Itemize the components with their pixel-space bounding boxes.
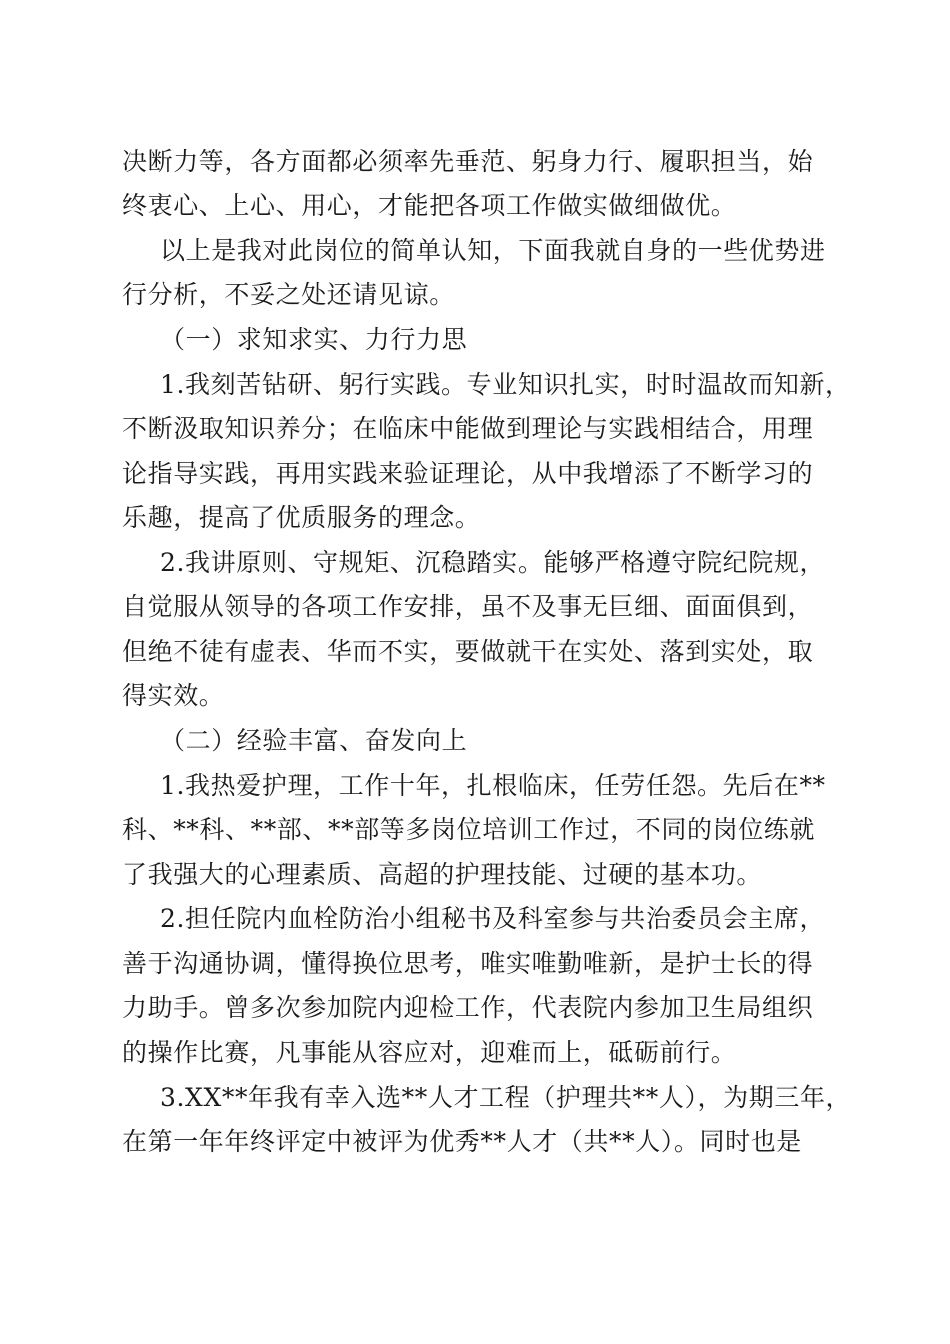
body-line: 得实效。 bbox=[122, 681, 225, 710]
paragraph-first-line: 3.XX**年我有幸入选**人才工程（护理共**人），为期三年， bbox=[160, 1083, 852, 1112]
paragraph-first-line: 以上是我对此岗位的简单认知，下面我就自身的一些优势进 bbox=[160, 236, 826, 265]
paragraph-first-line: 1.我热爱护理，工作十年，扎根临床，任劳任怨。先后在** bbox=[160, 771, 826, 800]
body-line: 不断汲取知识养分；在临床中能做到理论与实践相结合，用理 bbox=[122, 414, 814, 443]
paragraph-first-line: 2.我讲原则、守规矩、沉稳踏实。能够严格遵守院纪院规， bbox=[160, 548, 826, 577]
body-line: 终衷心、上心、用心，才能把各项工作做实做细做优。 bbox=[122, 191, 737, 220]
paragraph-first-line: 2.担任院内血栓防治小组秘书及科室参与共治委员会主席， bbox=[160, 904, 826, 933]
body-line: 科、**科、**部、**部等多岗位培训工作过，不同的岗位练就 bbox=[122, 815, 816, 844]
body-line: 论指导实践，再用实践来验证理论，从中我增添了不断学习的 bbox=[122, 459, 814, 488]
body-line: 力助手。曾多次参加院内迎检工作，代表院内参加卫生局组织 bbox=[122, 993, 814, 1022]
section-heading-2: （二）经验丰富、奋发向上 bbox=[160, 726, 468, 755]
section-heading-1: （一）求知求实、力行力思 bbox=[160, 325, 468, 354]
body-line: 在第一年年终评定中被评为优秀**人才（共**人）。同时也是 bbox=[122, 1127, 802, 1156]
paragraph-first-line: 1.我刻苦钻研、躬行实践。专业知识扎实，时时温故而知新， bbox=[160, 370, 851, 399]
body-line: 了我强大的心理素质、高超的护理技能、过硬的基本功。 bbox=[122, 860, 763, 889]
body-line: 决断力等，各方面都必须率先垂范、躬身力行、履职担当，始 bbox=[122, 147, 814, 176]
body-line: 的操作比赛，凡事能从容应对，迎难而上，砥砺前行。 bbox=[122, 1038, 737, 1067]
body-line: 但绝不徒有虚表、华而不实，要做就干在实处、落到实处，取 bbox=[122, 637, 814, 666]
body-line: 善于沟通协调，懂得换位思考，唯实唯勤唯新，是护士长的得 bbox=[122, 949, 814, 978]
body-line: 自觉服从领导的各项工作安排，虽不及事无巨细、面面俱到， bbox=[122, 592, 814, 621]
body-line: 乐趣，提高了优质服务的理念。 bbox=[122, 503, 481, 532]
body-line: 行分析，不妥之处还请见谅。 bbox=[122, 280, 455, 309]
